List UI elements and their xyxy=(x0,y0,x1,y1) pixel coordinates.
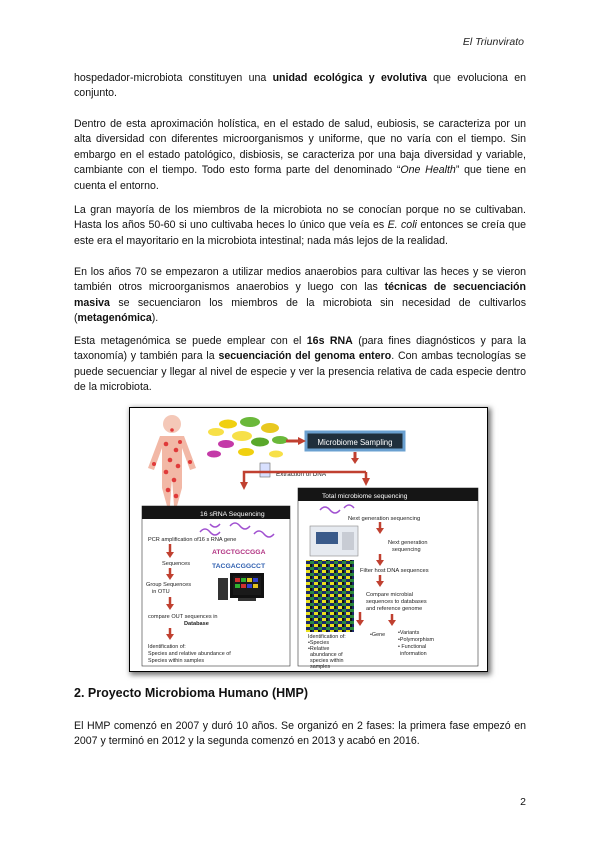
16s-panel-title: 16 sRNA Sequencing xyxy=(200,511,265,518)
paragraph-1: hospedador-microbiota constituyen una unidad ecológica y evolutiva que evoluciona en conjunto. xyxy=(74,72,526,100)
svg-text:•Polymorphism: •Polymorphism xyxy=(398,637,435,643)
paragraph-5: Esta metagenómica se puede emplear con el 16s RNA (para fines diagnósticos y para la taxonomía) y también para la secuenciación del genoma entero. Con ambas tecnologías se puede secuenciar y llegar al nivel de especie y ver la presencia relativa de cada especie dentro de la microbiota. xyxy=(74,335,527,394)
svg-text:•Species: •Species xyxy=(308,640,330,646)
human-body-illustration xyxy=(148,415,196,506)
total-panel-title: Total microbiome sequencing xyxy=(322,493,408,500)
document-header: El Triunvirato xyxy=(462,36,524,48)
identification-step: Identification of: xyxy=(148,644,186,650)
svg-text:sequences to databases: sequences to databases xyxy=(366,599,427,605)
compare-otu-step: compare OUT sequences in xyxy=(148,614,218,620)
paragraph-2: Dentro de esta aproximación holística, en el estado de salud, eubiosis, se caracteriza por un alta diversidad con diferentes microorganismos y uniforme, que no varía con el tiempo. Sin embargo en el estado patológico, disbiosis, se caracteriza por una baja diversidad y variable, cambiante con el tiempo. Todo esto forma parte del denominado “One Health” que tiene en cuenta el entorno. xyxy=(74,118,527,192)
group-sequences-step: Group Sequences xyxy=(146,582,192,588)
sequence-bottom: TACGACGGCCT xyxy=(212,563,266,570)
svg-text:in OTU: in OTU xyxy=(152,589,170,595)
svg-text:Species within samples: Species within samples xyxy=(148,658,205,664)
svg-text:•Relative: •Relative xyxy=(308,646,330,652)
sequencer-machine-icon xyxy=(310,526,358,556)
paragraph-4: En los años 70 se empezaron a utilizar medios anaerobios para cultivar las heces y se vieron también otros microorganismos anaerobios y luego con las técnicas de secuenciación masiva se secuenciaron los miembros de la microbiota sin necesidad de cultivarlos (metagenómica). xyxy=(74,266,526,325)
svg-text:•Gene: •Gene xyxy=(370,632,386,638)
svg-text:samples: samples xyxy=(310,664,331,670)
svg-text:abundance of: abundance of xyxy=(310,652,343,658)
svg-text:Species and relative abundance: Species and relative abundance of xyxy=(148,651,231,657)
svg-text:sequencing: sequencing xyxy=(392,547,421,553)
extraction-label: Extraction of DNA xyxy=(276,471,327,478)
variants-list: •Variants xyxy=(398,630,420,636)
identification-list: Identification of: xyxy=(308,634,346,640)
ngs-step-2: Next generation xyxy=(388,540,428,546)
bacteria-colonies-illustration xyxy=(207,417,288,458)
ngs-step-1: Next generation sequencing xyxy=(348,516,421,522)
page-number: 2 xyxy=(520,796,526,808)
svg-text:information: information xyxy=(400,651,427,657)
svg-text:Database: Database xyxy=(184,621,209,627)
compare-step: Compare microbial xyxy=(366,592,413,598)
metagenomics-workflow-figure xyxy=(130,408,487,671)
svg-text:and reference genome: and reference genome xyxy=(366,606,423,612)
svg-text:• Functional: • Functional xyxy=(398,644,427,650)
filter-step: Filter host DNA sequences xyxy=(360,568,429,574)
section-heading: 2. Proyecto Microbioma Humano (HMP) xyxy=(74,686,309,700)
paragraph-3: La gran mayoría de los miembros de la microbiota no se conocían porque no se cultivaban. Hasta los años 50-60 si uno cultivaba heces lo único que veía es E. coli entonces se creía que este era el mayoritario en la microbiota intestinal; nada más lejos de la realidad. xyxy=(74,204,526,247)
pcr-step: PCR amplification of16 s RNA gene xyxy=(148,537,237,543)
microbiome-sampling-label: Microbiome Sampling xyxy=(317,438,393,447)
heatmap-image xyxy=(306,560,354,632)
paragraph-6: El HMP comenzó en 2007 y duró 10 años. Se organizó en 2 fases: la primera fase empezó en 2007 y terminó en 2012 y la segunda comenzó en 2013 y acabó en 2016. xyxy=(74,720,526,748)
sequence-top: ATGCTGCCGGA xyxy=(212,549,266,556)
svg-text:species within: species within xyxy=(310,658,344,664)
tube-icon xyxy=(260,463,270,477)
sequences-step: Sequences xyxy=(162,561,190,567)
